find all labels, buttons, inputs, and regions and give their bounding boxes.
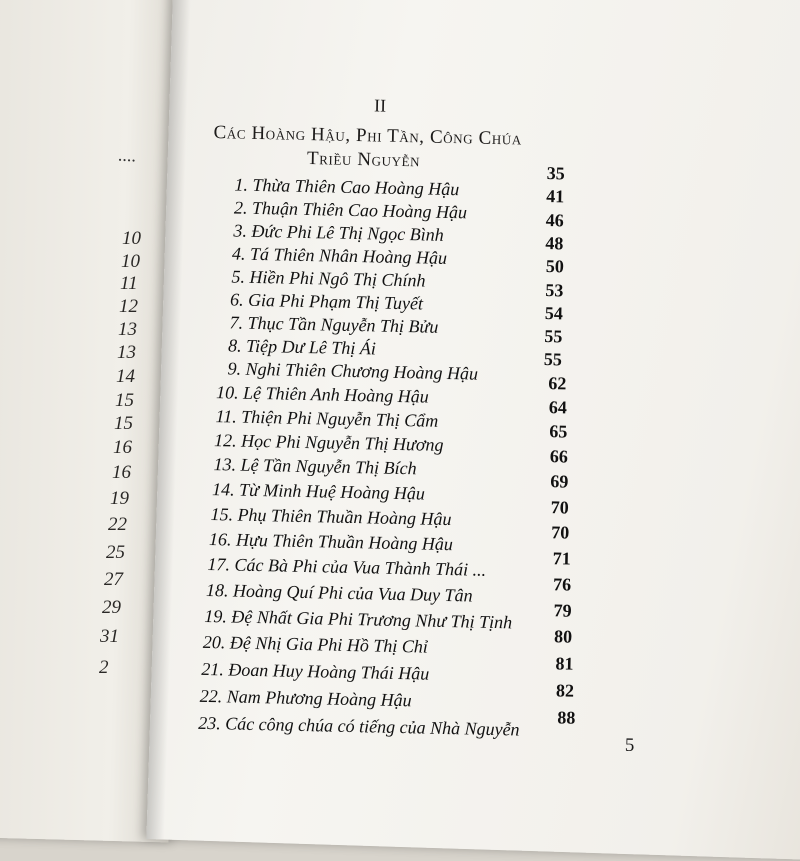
toc-item-title: 21. Đoan Huy Hoàng Thái Hậu <box>201 658 430 684</box>
toc-item-title: 13. Lệ Tần Nguyễn Thị Bích <box>213 454 417 479</box>
toc-item-title: 4. Tá Thiên Nhân Hoàng Hậu <box>231 243 448 268</box>
left-page-number: 31 <box>100 626 119 647</box>
left-page-number: 13 <box>118 319 137 340</box>
left-page-dots: .... <box>117 144 137 166</box>
left-page-number: 22 <box>108 514 127 535</box>
toc-item-title: 6. Gia Phi Phạm Thị Tuyết <box>229 289 424 314</box>
left-page-number: 14 <box>116 366 135 387</box>
toc-item-title: 12. Học Phi Nguyễn Thị Hương <box>213 430 444 455</box>
toc-item-page: 41 <box>546 186 565 207</box>
toc-item-title: 19. Đệ Nhất Gia Phi Trương Như Thị Tịnh <box>204 605 513 633</box>
toc-item-page: 88 <box>557 707 576 728</box>
section-number: II <box>373 95 387 116</box>
toc-item-page: 54 <box>544 303 564 324</box>
toc-item-page: 71 <box>552 548 571 569</box>
left-page-number: 16 <box>112 462 131 483</box>
left-page-number: 19 <box>110 488 129 509</box>
toc-item-page: 55 <box>544 326 563 347</box>
toc-item-page: 55 <box>543 349 563 370</box>
toc-item-title: 18. Hoàng Quí Phi của Vua Duy Tân <box>205 579 473 606</box>
toc-item-page: 76 <box>552 574 572 595</box>
left-page-number: 10 <box>122 228 141 249</box>
toc-item-title: 5. Hiền Phi Ngô Thị Chính <box>231 266 426 291</box>
left-page-number: 2 <box>99 657 109 678</box>
toc-item-title: 8. Tiệp Dư Lê Thị Ái <box>227 335 377 359</box>
toc-item-page: 35 <box>546 163 565 184</box>
toc-item-title: 17. Các Bà Phi của Vua Thành Thái ... <box>207 554 487 580</box>
section-subtitle: Triều Nguyễn <box>306 148 421 172</box>
left-page-number: 25 <box>106 542 125 563</box>
page-number: 5 <box>624 734 635 756</box>
left-page-number: 15 <box>114 413 133 434</box>
section-title: Các Hoàng Hậu, Phi Tần, Công Chúa <box>213 122 523 150</box>
toc-item-title: 15. Phụ Thiên Thuần Hoàng Hậu <box>210 504 452 530</box>
toc-item-page: 81 <box>555 653 574 674</box>
toc-item-page: 70 <box>551 522 570 543</box>
toc-item-page: 69 <box>550 471 569 492</box>
toc-item-title: 10. Lệ Thiên Anh Hoàng Hậu <box>215 382 429 407</box>
toc-item-page: 64 <box>548 397 568 418</box>
toc-item-page: 66 <box>549 446 569 467</box>
toc-item-page: 65 <box>549 421 568 442</box>
left-page-number: 10 <box>121 251 140 272</box>
toc-item-title: 2. Thuận Thiên Cao Hoàng Hậu <box>233 197 468 223</box>
toc-item-title: 1. Thừa Thiên Cao Hoàng Hậu <box>234 174 460 200</box>
toc-item-title: 7. Thục Tần Nguyễn Thị Bửu <box>229 312 439 337</box>
toc-item-page: 79 <box>553 600 572 621</box>
toc-item-page: 48 <box>545 233 564 254</box>
toc-item-title: 11. Thiện Phi Nguyễn Thị Cẩm <box>215 406 439 431</box>
toc-item-page: 62 <box>548 373 567 394</box>
left-page-number: 11 <box>120 273 138 294</box>
left-page-number: 16 <box>113 437 132 458</box>
left-page-number: 12 <box>119 296 138 317</box>
toc-item-page: 82 <box>555 680 575 701</box>
toc-item-page: 70 <box>550 497 569 518</box>
left-page-number: 29 <box>102 597 121 618</box>
toc-item-page: 53 <box>545 280 564 301</box>
left-page-number: 27 <box>104 569 123 590</box>
toc-item-title: 23. Các công chúa có tiếng của Nhà Nguyễn <box>197 712 520 740</box>
toc-item-title: 22. Nam Phương Hoàng Hậu <box>199 685 412 711</box>
toc-item-page: 80 <box>553 626 573 647</box>
toc-item-title: 14. Từ Minh Huệ Hoàng Hậu <box>211 479 426 504</box>
toc-item-title: 9. Nghi Thiên Chương Hoàng Hậu <box>227 358 479 384</box>
left-page-number: 15 <box>115 390 134 411</box>
toc-item-page: 50 <box>545 256 565 277</box>
toc-item-page: 46 <box>545 210 565 231</box>
toc-item-title: 3. Đức Phi Lê Thị Ngọc Bình <box>233 220 444 245</box>
toc-item-title: 20. Đệ Nhị Gia Phi Hồ Thị Chỉ <box>202 631 429 657</box>
left-page-number: 13 <box>117 342 136 363</box>
toc-item-title: 16. Hựu Thiên Thuần Hoàng Hậu <box>208 529 454 555</box>
